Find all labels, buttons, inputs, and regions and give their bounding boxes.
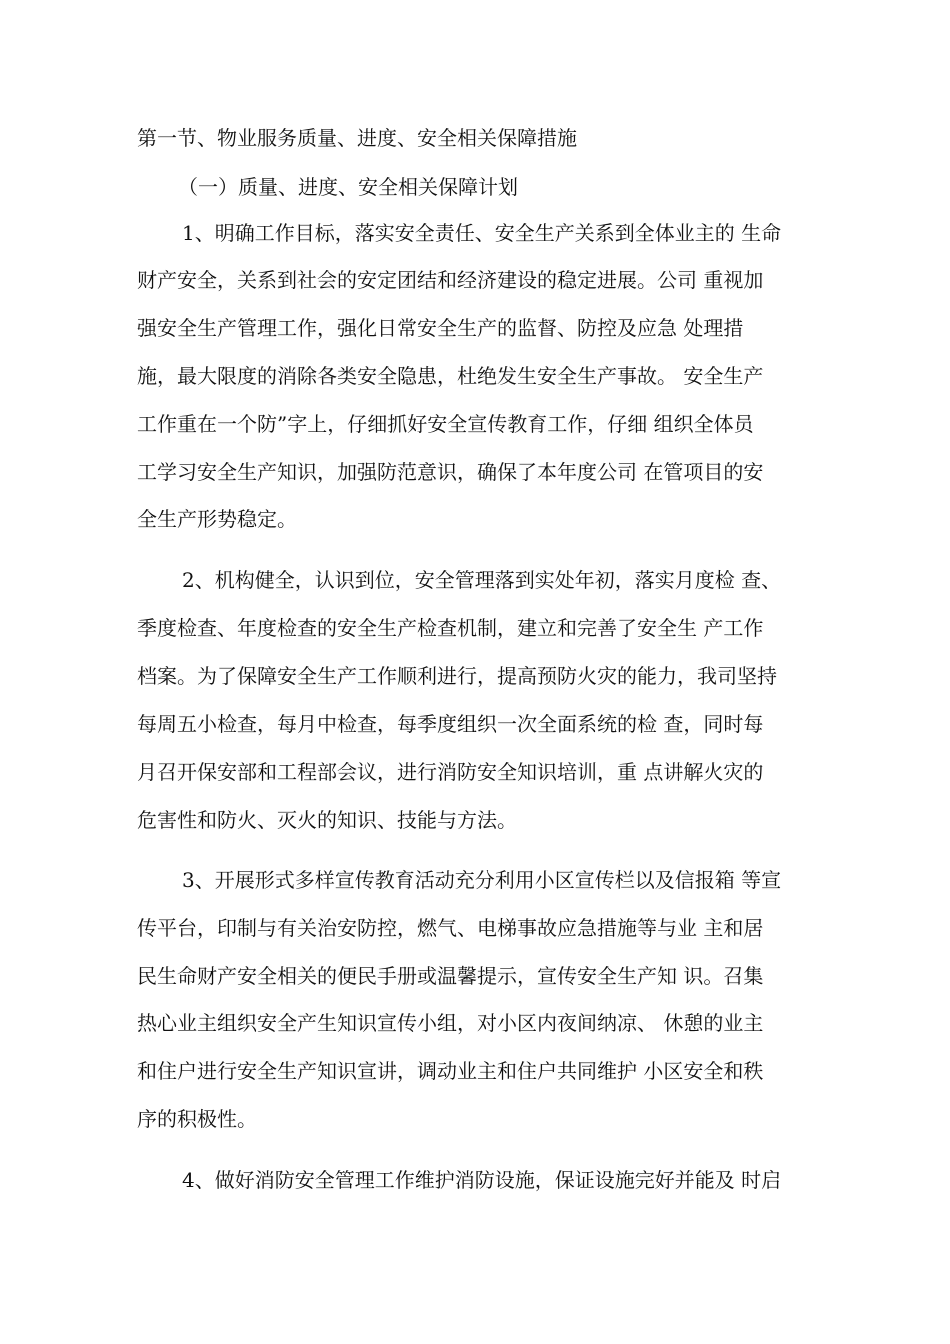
paragraph-3-line: 和住户进行安全生产知识宣讲，调动业主和住户共同维护 小区安全和秩 (137, 1059, 764, 1083)
subsection-title: （一）质量、进度、安全相关保障计划 (178, 175, 518, 199)
paragraph-2-line: 2、机构健全，认识到位，安全管理落到实处年初，落实月度检 查、 (182, 568, 782, 592)
paragraph-2-line: 档案。为了保障安全生产工作顺利进行，提高预防火灾的能力，我司坚持 (137, 664, 777, 688)
paragraph-2-line: 危害性和防火、灭火的知识、技能与方法。 (137, 808, 517, 832)
paragraph-3-line: 3、开展形式多样宣传教育活动充分利用小区宣传栏以及信报箱 等宣 (182, 868, 782, 892)
paragraph-2-line: 每周五小检查，每月中检查，每季度组织一次全面系统的检 查，同时每 (137, 712, 764, 736)
paragraph-1-line: 施，最大限度的消除各类安全隐患，杜绝发生安全生产事故。 安全生产 (137, 364, 764, 388)
paragraph-1-line: 全生产形势稳定。 (137, 507, 297, 531)
paragraph-2-line: 季度检查、年度检查的安全生产检查机制，建立和完善了安全生 产工作 (137, 616, 764, 640)
paragraph-1-line: 工学习安全生产知识，加强防范意识，确保了本年度公司 在管项目的安 (137, 460, 764, 484)
paragraph-2-line: 月召开保安部和工程部会议，进行消防安全知识培训，重 点讲解火灾的 (137, 760, 764, 784)
paragraph-1-line: 财产安全，关系到社会的安定团结和经济建设的稳定进展。公司 重视加 (137, 268, 764, 292)
section-title: 第一节、物业服务质量、进度、安全相关保障措施 (137, 126, 577, 150)
paragraph-1-line: 1、明确工作目标，落实安全责任、安全生产关系到全体业主的 生命 (182, 221, 782, 245)
paragraph-3-line: 传平台，印制与有关治安防控，燃气、电梯事故应急措施等与业 主和居 (137, 916, 764, 940)
paragraph-1-line: 工作重在一个防”字上，仔细抓好安全宣传教育工作，仔细 组织全体员 (137, 412, 754, 436)
paragraph-1-line: 强安全生产管理工作，强化日常安全生产的监督、防控及应急 处理措 (137, 316, 744, 340)
paragraph-3-line: 序的积极性。 (137, 1107, 257, 1131)
paragraph-3-line: 热心业主组织安全产生知识宣传小组，对小区内夜间纳凉、 休憩的业主 (137, 1011, 764, 1035)
paragraph-3-line: 民生命财产安全相关的便民手册或温馨提示，宣传安全生产知 识。召集 (137, 964, 764, 988)
paragraph-4-line: 4、做好消防安全管理工作维护消防设施，保证设施完好并能及 时启 (182, 1168, 782, 1192)
